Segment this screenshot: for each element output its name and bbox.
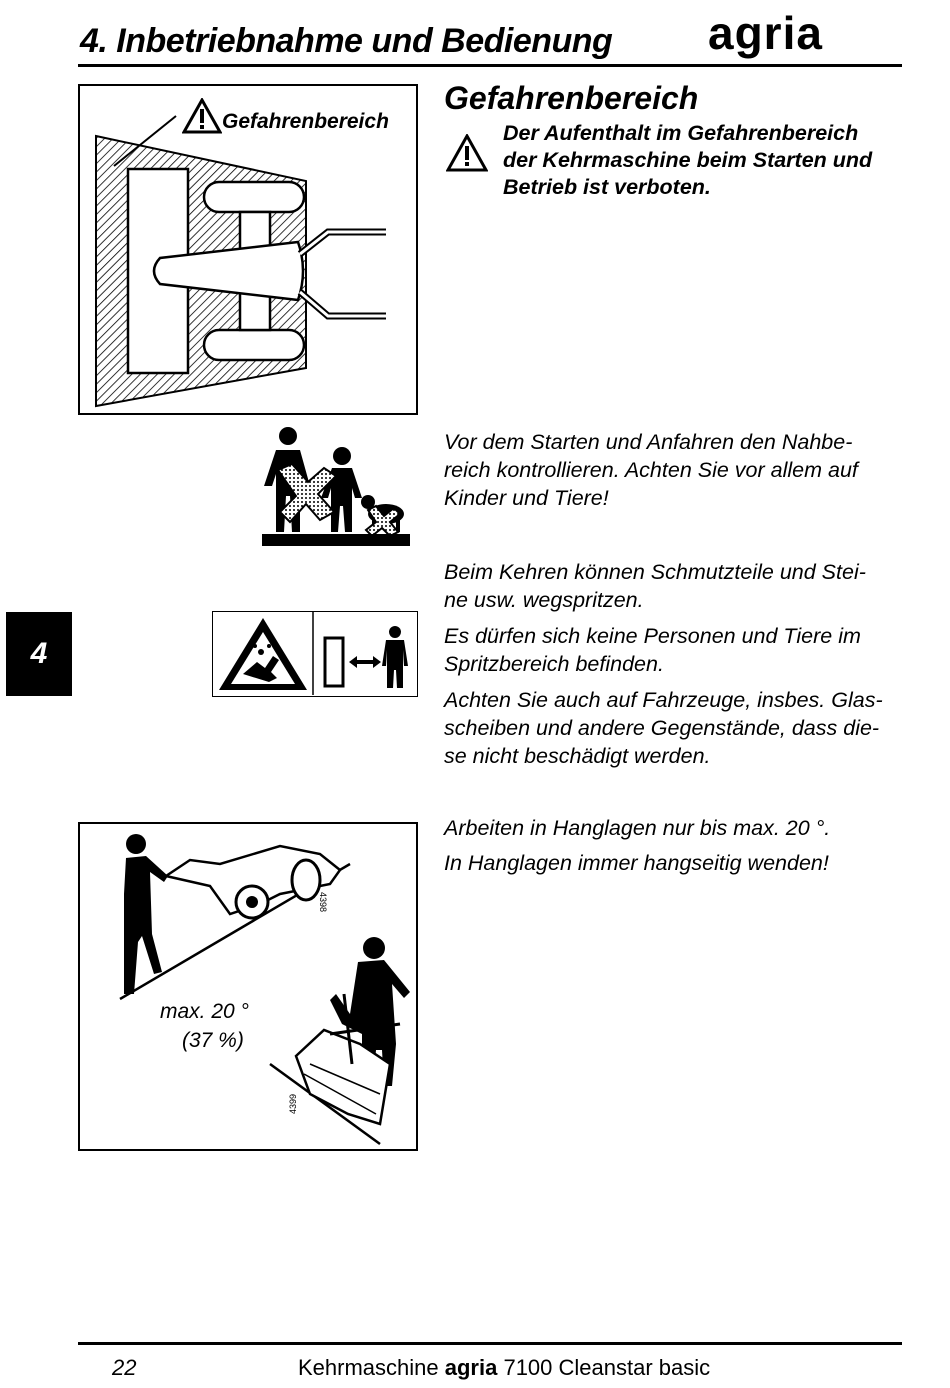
header-rule — [78, 64, 902, 67]
slope-illustration — [80, 824, 416, 1149]
paragraph-vehicles: Achten Sie auch auf Fahrzeuge, insbes. Glas- scheiben und andere Gegenstände, dass die- se nicht beschädigt werden. — [444, 688, 883, 768]
figure-label-gefahrenbereich: Gefahrenbereich — [222, 110, 389, 133]
warning-triangle-icon — [446, 134, 488, 172]
paragraph-slope-turn: In Hanglagen immer hangseitig wenden! — [444, 851, 829, 875]
no-persons-animals-pictogram — [256, 424, 414, 548]
section-title: Gefahrenbereich — [444, 80, 699, 116]
paragraph-debris: Beim Kehren können Schmutzteile und Stei- ne usw. wegspritzen. — [444, 560, 866, 612]
figure-code-bottom: 4399 — [288, 1093, 298, 1114]
warning-triangle-icon — [182, 98, 222, 134]
paragraph-slope-max: Arbeiten in Hanglagen nur bis max. 20 °. — [444, 816, 831, 840]
flying-debris-pictogram — [212, 611, 418, 697]
danger-zone-figure — [78, 84, 418, 415]
footer-document-title: Kehrmaschine agria 7100 Cleanstar basic — [298, 1355, 711, 1380]
footer-rule — [78, 1342, 902, 1345]
paragraph-spray-area: Es dürfen sich keine Personen und Tiere im Spritzbereich befinden. — [444, 624, 861, 676]
chapter-tab: 4 — [6, 612, 72, 696]
page-header-title: 4. Inbetriebnahme und Bedienung — [80, 22, 613, 60]
slope-percent-label: (37 %) — [182, 1029, 244, 1052]
sweeper-topview-illustration — [80, 86, 416, 413]
danger-warning-text: Der Aufenthalt im Gefahrenbereich der Kehrmaschine beim Starten und Betrieb ist verboten. — [503, 121, 873, 199]
slope-operation-figure — [78, 822, 418, 1151]
distance-arrow-icon — [349, 656, 381, 668]
paragraph-check-surroundings: Vor dem Starten und Anfahren den Nahbe- reich kontrollieren. Achten Sie vor allem auf Kinder und Tiere! — [444, 430, 858, 510]
figure-code-top: 4398 — [318, 892, 328, 913]
slope-max-label: max. 20 ° — [160, 1000, 249, 1023]
brand-logo: agria — [708, 7, 823, 59]
page-number: 22 — [112, 1355, 137, 1380]
